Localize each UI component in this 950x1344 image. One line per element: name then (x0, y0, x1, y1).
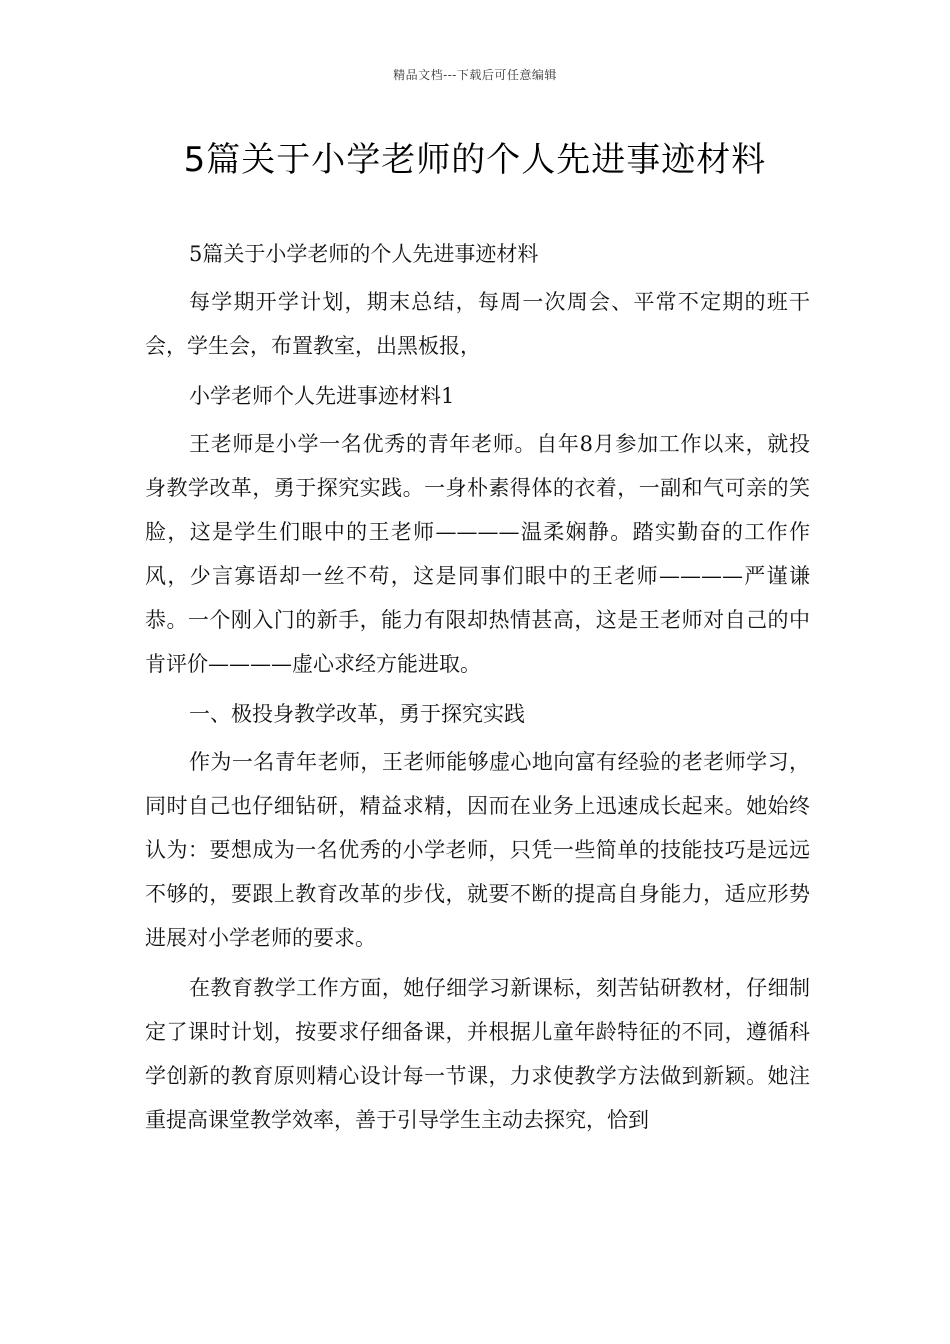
paragraph-profile: 王老师是小学一名优秀的青年老师。自年8月参加工作以来，就投身教学改革，勇于探究实践。一身朴素得体的衣着，一副和气可亲的笑脸，这是学生们眼中的王老师————温柔娴静。踏实勤奋的工作作风，少言寡语却一丝不苟，这是同事们眼中的王老师————严谨谦恭。一个刚入门的新手，能力有限却热情甚高，这是王老师对自己的中肯评价————虚心求经方能进取。 (145, 432, 810, 676)
section-heading-reform: 一、极投身教学改革，勇于探究实践 (189, 702, 525, 726)
paragraph-learning: 作为一名青年老师，王老师能够虚心地向富有经验的老老师学习，同时自己也仔细钻研，精益求精，因而在业务上迅速成长起来。她始终认为：要想成为一名优秀的小学老师，只凭一些简单的技能技巧是远远不够的，要跟上教育改革的步伐，就要不断的提高自身能力，适应形势进展对小学老师的要求。 (145, 750, 810, 950)
header-note: 精品文档---下载后可任意编辑 (393, 68, 557, 82)
paragraph-teaching: 在教育教学工作方面，她仔细学习新课标，刻苦钻研教材，仔细制定了课时计划，按要求仔细备课，并根据儿童年龄特征的不同，遵循科学创新的教育原则精心设计每一节课，力求使教学方法做到新颖。她注重提高课堂教学效率，善于引导学生主动去探究，恰到 (145, 976, 810, 1132)
body-subtitle: 5篇关于小学老师的个人先进事迹材料 (189, 242, 539, 266)
document-body (145, 232, 810, 1148)
section-title-1: 小学老师个人先进事迹材料1 (189, 384, 455, 408)
paragraph-intro: 每学期开学计划，期末总结，每周一次周会、平常不定期的班干会，学生会，布置教室，出黑板报， (145, 290, 810, 358)
document-title: 5篇关于小学老师的个人先进事迹材料 (183, 140, 767, 180)
